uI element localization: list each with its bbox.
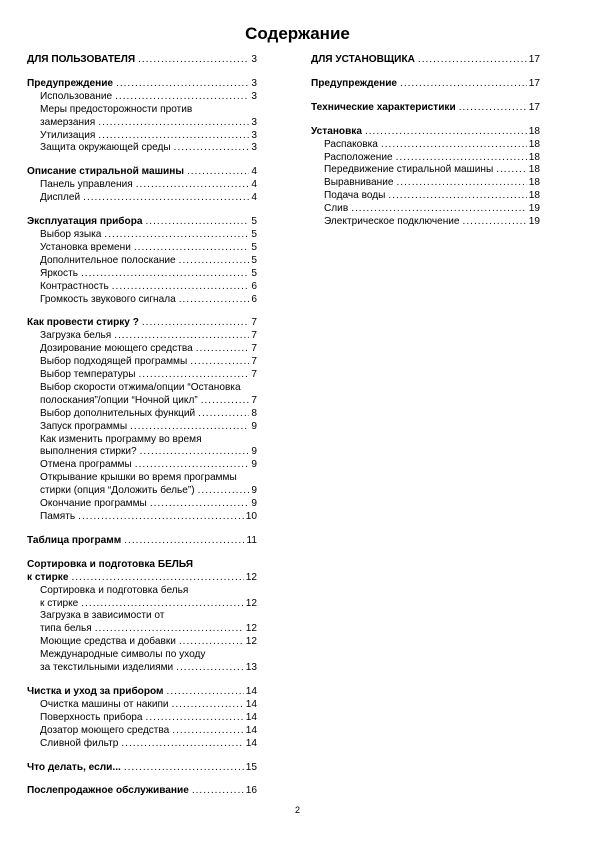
toc-entry-title: Память	[40, 511, 76, 522]
dot-leader	[187, 166, 249, 179]
toc-entry-title: Передвижение стиральной машины	[324, 164, 494, 176]
toc-section	[27, 216, 257, 306]
toc-item[interactable]	[311, 216, 540, 229]
dot-leader	[198, 408, 249, 421]
toc-item[interactable]	[27, 179, 257, 192]
toc-item-lead: Сортировка и подготовка белья	[40, 584, 189, 596]
toc-page-number: 18	[528, 151, 540, 163]
dot-leader	[459, 102, 527, 115]
dot-leader	[140, 446, 250, 459]
dot-leader	[112, 281, 250, 294]
toc-item[interactable]	[311, 177, 540, 190]
toc-heading[interactable]	[27, 317, 257, 330]
toc-entry-title: Как провести стирку ?	[27, 317, 139, 329]
toc-entry-title: Выравнивание	[324, 177, 394, 189]
toc-page-number: 12	[245, 597, 257, 609]
toc-entry-title: замерзания	[40, 116, 96, 128]
toc-entry-title: Выбор дополнительных функций	[40, 407, 196, 419]
dot-leader	[121, 738, 243, 751]
dot-leader	[192, 785, 244, 798]
dot-leader	[196, 343, 250, 356]
dot-leader	[98, 130, 249, 143]
toc-page-number: 12	[245, 571, 257, 583]
dot-leader	[179, 255, 250, 268]
dot-leader	[136, 179, 250, 192]
toc-page-number: 4	[251, 166, 257, 178]
toc-section	[311, 102, 540, 115]
dot-leader	[114, 330, 249, 343]
dot-leader	[388, 190, 526, 203]
dot-leader	[98, 117, 249, 130]
toc-page-number: 5	[251, 267, 257, 279]
toc-section	[27, 785, 257, 798]
toc-entry-title: Поверхность прибора	[40, 711, 143, 723]
toc-item[interactable]	[27, 699, 257, 712]
toc-item[interactable]	[27, 281, 257, 294]
toc-page-number: 18	[528, 177, 540, 189]
dot-leader	[400, 78, 527, 91]
dot-leader	[95, 623, 244, 636]
toc-item[interactable]	[311, 190, 540, 203]
toc-page-number: 18	[528, 164, 540, 176]
page-number: 2	[294, 805, 300, 815]
toc-page-number: 7	[251, 343, 257, 355]
toc-page-number: 9	[251, 498, 257, 510]
toc-item[interactable]	[27, 421, 257, 434]
toc-item-lead: Международные символы по уходу	[40, 649, 206, 661]
toc-page-number: 19	[528, 216, 540, 228]
dot-leader	[130, 421, 249, 434]
toc-entry-title: Подача воды	[324, 190, 386, 202]
toc-section	[27, 166, 257, 205]
toc-item[interactable]	[27, 117, 257, 130]
toc-item-lead: Открывание крышки во время программы	[40, 472, 237, 484]
dot-leader	[365, 126, 527, 139]
toc-item[interactable]	[27, 229, 257, 242]
toc-page-number: 10	[245, 511, 257, 522]
toc-item[interactable]	[27, 623, 257, 636]
toc-section	[27, 686, 257, 751]
toc-item[interactable]	[27, 294, 257, 307]
toc-entry-title: полоскания”/опции “Ночной цикл”	[40, 394, 198, 406]
page-title: Содержание	[245, 24, 350, 43]
toc-page-number: 9	[251, 485, 257, 497]
dot-leader	[179, 294, 250, 307]
toc-item-lead: Загрузка в зависимости от	[40, 610, 165, 622]
toc-item[interactable]	[27, 485, 257, 498]
toc-heading[interactable]	[311, 126, 540, 139]
toc-entry-title: Дополнительное полоскание	[40, 254, 176, 266]
toc-page-number: 9	[251, 446, 257, 458]
toc-heading[interactable]	[311, 102, 540, 115]
toc-section	[27, 762, 257, 775]
toc-page-number: 3	[251, 90, 257, 102]
dot-leader	[172, 699, 244, 712]
toc-item[interactable]	[311, 203, 540, 216]
toc-section	[311, 126, 540, 229]
dot-leader	[496, 164, 527, 177]
toc-entry-title: Предупреждение	[27, 77, 114, 89]
toc-section	[311, 78, 540, 91]
toc-entry-title: Использование	[40, 90, 113, 102]
toc-page-number: 4	[251, 179, 257, 191]
toc-entry-title: Установка	[311, 125, 362, 137]
toc-entry-title: Технические характеристики	[311, 101, 456, 113]
toc-item[interactable]	[27, 408, 257, 421]
toc-page-number: 13	[245, 662, 257, 674]
toc-section	[311, 54, 540, 67]
toc-item[interactable]	[27, 636, 257, 649]
toc-item[interactable]	[27, 511, 257, 524]
toc-item[interactable]	[27, 369, 257, 382]
toc-heading[interactable]	[311, 78, 540, 91]
toc-entry-title: Электрическое подключение	[324, 216, 460, 228]
toc-page-number: 18	[528, 125, 540, 137]
toc-item[interactable]	[311, 164, 540, 177]
toc-section	[27, 535, 257, 548]
toc-entry-title: Панель управления	[40, 179, 133, 191]
dot-leader	[396, 177, 526, 190]
toc-entry-title: Защита окружающей среды	[40, 142, 171, 154]
toc-page-number: 17	[528, 101, 540, 113]
toc-page-number: 14	[245, 685, 257, 697]
toc-entry-title: Дозатор моющего средства	[40, 724, 170, 736]
toc-entry-title: Выбор языка	[40, 228, 102, 240]
toc-entry-title: Громкость звукового сигнала	[40, 293, 176, 305]
toc-item[interactable]	[27, 498, 257, 511]
dot-leader	[142, 317, 250, 330]
toc-entry-title: выполнения стирки?	[40, 446, 137, 458]
toc-page-number: 7	[251, 394, 257, 406]
toc-page-number: 7	[251, 317, 257, 329]
dot-leader	[201, 395, 250, 408]
dot-leader	[104, 229, 249, 242]
toc-entry-title: Выбор температуры	[40, 369, 136, 381]
toc-entry-title: Очистка машины от накипи	[40, 698, 169, 710]
toc-heading[interactable]	[311, 54, 540, 67]
toc-item-lead: Как изменить программу во время	[40, 433, 202, 445]
dot-leader	[198, 485, 250, 498]
toc-section	[27, 559, 257, 675]
toc-heading[interactable]	[27, 762, 257, 775]
dot-leader	[176, 662, 244, 675]
toc-page-number: 17	[528, 54, 540, 65]
toc-page-number: 3	[251, 77, 257, 89]
toc-entry-title: за текстильными изделиями	[40, 662, 174, 674]
toc-page-number: 3	[251, 129, 257, 141]
toc-entry-title: Слив	[324, 203, 349, 215]
dot-leader	[418, 54, 527, 67]
dot-leader	[135, 459, 250, 472]
dot-leader	[138, 54, 249, 67]
toc-entry-title: к стирке	[27, 571, 69, 583]
dot-leader	[78, 511, 244, 524]
toc-page-number: 7	[251, 356, 257, 368]
toc-entry-title: ДЛЯ УСТАНОВЩИКА	[311, 54, 415, 65]
toc-page-number: 6	[251, 293, 257, 305]
toc-entry-title: Расположение	[324, 151, 393, 163]
dot-leader	[81, 598, 243, 611]
toc-entry-title: Яркость	[40, 267, 78, 279]
dot-leader	[150, 498, 250, 511]
toc-page-number: 14	[245, 698, 257, 710]
toc-entry-title: Чистка и уход за прибором	[27, 685, 164, 697]
toc-item[interactable]	[311, 152, 540, 165]
toc-page-number: 3	[251, 116, 257, 128]
dot-leader	[396, 152, 527, 165]
dot-leader	[351, 203, 527, 216]
toc-heading[interactable]	[27, 166, 257, 179]
toc-entry-title: Описание стиральной машины	[27, 166, 184, 178]
toc-item[interactable]	[27, 91, 257, 104]
dot-leader	[167, 686, 244, 699]
dot-leader	[124, 535, 244, 548]
toc-item[interactable]	[27, 446, 257, 459]
dot-leader	[190, 356, 249, 369]
toc-entry-title: Распаковка	[324, 138, 378, 150]
toc-entry-title: ДЛЯ ПОЛЬЗОВАТЕЛЯ	[27, 54, 136, 65]
dot-leader	[146, 712, 244, 725]
toc-heading-lead: Сортировка и подготовка БЕЛЬЯ	[27, 558, 194, 570]
dot-leader	[172, 725, 243, 738]
toc-entry-title: Запуск программы	[40, 420, 128, 432]
toc-page-number: 3	[251, 54, 257, 65]
dot-leader	[134, 242, 250, 255]
toc-entry-title: Дисплей	[40, 192, 81, 204]
toc-heading[interactable]	[27, 216, 257, 229]
toc-page-number: 9	[251, 459, 257, 471]
toc-page-number: 9	[251, 420, 257, 432]
toc-page-number: 14	[245, 737, 257, 749]
toc-entry-title: Дозирование моющего средства	[40, 343, 193, 355]
toc-entry-title: Выбор подходящей программы	[40, 356, 188, 368]
toc-page-number: 6	[251, 280, 257, 292]
dot-leader	[124, 762, 244, 775]
toc-page-number: 8	[251, 407, 257, 419]
toc-entry-title: к стирке	[40, 597, 79, 609]
toc-section	[27, 78, 257, 155]
toc-entry-title: стирки (опция “Доложить белье”)	[40, 485, 195, 497]
toc-entry-title: Сливной фильтр	[40, 737, 119, 749]
toc-entry-title: Моющие средства и добавки	[40, 636, 176, 648]
toc-item[interactable]	[27, 268, 257, 281]
toc-page-number: 5	[251, 228, 257, 240]
toc-item[interactable]	[27, 395, 257, 408]
toc-entry-title: Эксплуатация прибора	[27, 216, 143, 228]
toc-page-number: 19	[528, 203, 540, 215]
toc-item[interactable]	[27, 459, 257, 472]
dot-leader	[115, 91, 249, 104]
toc-heading[interactable]	[27, 785, 257, 798]
toc-entry-title: Загрузка белья	[40, 330, 112, 342]
toc-heading[interactable]	[27, 572, 257, 585]
toc-page-number: 18	[528, 138, 540, 150]
toc-item[interactable]	[27, 738, 257, 751]
toc-entry-title: Предупреждение	[311, 77, 398, 89]
toc-item[interactable]	[27, 192, 257, 205]
toc-page-number: 7	[251, 330, 257, 342]
toc-page-number: 3	[251, 142, 257, 154]
toc-entry-title: Отмена программы	[40, 459, 132, 471]
toc-entry-title: Окончание программы	[40, 498, 147, 510]
toc-page-number: 11	[246, 534, 257, 546]
toc-item[interactable]	[27, 142, 257, 155]
toc-left-column	[27, 54, 257, 809]
toc-entry-title: Утилизация	[40, 129, 96, 141]
toc-item[interactable]	[27, 598, 257, 611]
toc-item[interactable]	[311, 139, 540, 152]
dot-leader	[71, 572, 243, 585]
toc-item[interactable]	[27, 130, 257, 143]
toc-page-number: 7	[251, 369, 257, 381]
toc-page-number: 12	[245, 636, 257, 648]
toc-item[interactable]	[27, 356, 257, 369]
dot-leader	[116, 78, 249, 91]
toc-page-number: 18	[528, 190, 540, 202]
toc-item[interactable]	[27, 712, 257, 725]
toc-page-number: 17	[528, 77, 540, 89]
dot-leader	[81, 268, 249, 281]
toc-page-number: 14	[245, 711, 257, 723]
dot-leader	[463, 216, 527, 229]
toc-item-lead: Выбор скорости отжима/опции “Остановка	[40, 381, 241, 393]
toc-heading[interactable]	[27, 686, 257, 699]
toc-section	[27, 54, 257, 67]
toc-heading[interactable]	[27, 78, 257, 91]
toc-heading[interactable]	[27, 535, 257, 548]
toc-page-number: 16	[245, 785, 257, 797]
toc-page-number: 5	[251, 216, 257, 228]
dot-leader	[381, 139, 527, 152]
toc-entry-title: Установка времени	[40, 241, 131, 253]
toc-item[interactable]	[27, 725, 257, 738]
toc-page-number: 12	[245, 623, 257, 635]
toc-item[interactable]	[27, 255, 257, 268]
toc-heading[interactable]	[27, 54, 257, 67]
toc-page-number: 5	[251, 254, 257, 266]
dot-leader	[83, 192, 249, 205]
toc-item[interactable]	[27, 343, 257, 356]
toc-item[interactable]	[27, 662, 257, 675]
toc-entry-title: Таблица программ	[27, 534, 122, 546]
dot-leader	[179, 636, 244, 649]
toc-entry-title: Контрастность	[40, 280, 109, 292]
toc-page-number: 15	[245, 761, 257, 773]
toc-entry-title: Послепродажное обслуживание	[27, 785, 189, 797]
dot-leader	[146, 216, 250, 229]
toc-entry-title: Что делать, если...	[27, 761, 121, 773]
toc-item-lead: Меры предосторожности против	[40, 103, 193, 115]
toc-page-number: 14	[245, 724, 257, 736]
toc-page-number: 4	[251, 192, 257, 204]
dot-leader	[139, 369, 250, 382]
toc-right-column	[311, 54, 540, 240]
toc-page-number: 5	[251, 241, 257, 253]
toc-entry-title: типа белья	[40, 623, 92, 635]
dot-leader	[174, 142, 250, 155]
toc-item[interactable]	[27, 330, 257, 343]
toc-section	[27, 317, 257, 524]
toc-item[interactable]	[27, 242, 257, 255]
